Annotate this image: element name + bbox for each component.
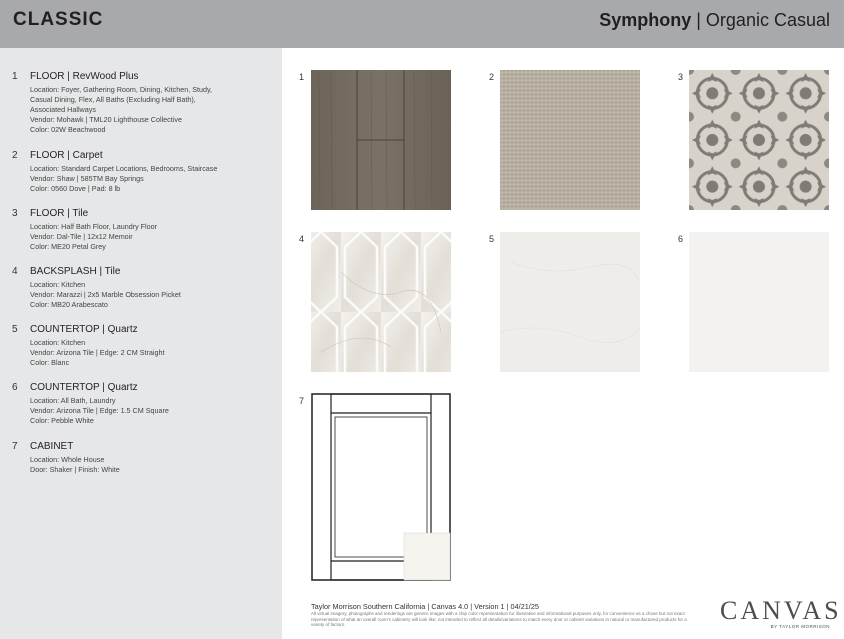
- logo-byline: BY TAYLOR MORRISON: [770, 624, 830, 629]
- item-title: CABINET: [30, 441, 74, 452]
- item-line: Location: Kitchen: [30, 280, 86, 289]
- item-title: COUNTERTOP | Quartz: [30, 382, 138, 393]
- item-number: 2: [12, 150, 18, 161]
- item-line: Casual Dining, Flex, All Baths (Excluding Half Bath),: [30, 95, 196, 104]
- item-line: Vendor: Arizona Tile | Edge: 1.5 CM Square: [30, 406, 169, 415]
- collection-name: Symphony: [599, 10, 692, 30]
- canvas-logo: [720, 596, 842, 636]
- swatch-number: 1: [299, 72, 305, 82]
- brand-title: CLASSIC: [13, 9, 104, 30]
- swatch-number: 3: [678, 72, 684, 82]
- item-title: FLOOR | Tile: [30, 208, 89, 219]
- item-title: FLOOR | RevWood Plus: [30, 71, 139, 82]
- swatch-number: 4: [299, 234, 305, 244]
- swatch-number: 5: [489, 234, 495, 244]
- shaker-cabinet-swatch: [311, 393, 451, 581]
- swatch-number: 7: [299, 396, 305, 406]
- item-line: Vendor: Dal-Tile | 12x12 Memoir: [30, 232, 133, 241]
- item-line: Color: Blanc: [30, 358, 70, 367]
- item-line: Location: Standard Carpet Locations, Bedrooms, Staircase: [30, 164, 218, 173]
- item-line: Location: All Bath, Laundry: [30, 396, 116, 405]
- item-line: Associated Hallways: [30, 105, 96, 114]
- collection-title: [599, 10, 830, 31]
- item-line: Location: Whole House: [30, 455, 105, 464]
- item-title: BACKSPLASH | Tile: [30, 266, 121, 277]
- collection-subtitle: | Organic Casual: [691, 10, 830, 30]
- swatch-number: 6: [678, 234, 684, 244]
- item-line: Color: ME20 Petal Grey: [30, 242, 106, 251]
- item-number: 4: [12, 266, 18, 277]
- wood-floor-swatch: [311, 70, 451, 210]
- item-number: 1: [12, 71, 18, 82]
- quartz-blanc-swatch: [500, 232, 640, 372]
- item-line: Vendor: Shaw | 585TM Bay Springs: [30, 174, 144, 183]
- quartz-pebble-white-swatch: [689, 232, 829, 372]
- item-line: Color: MB20 Arabescato: [30, 300, 108, 309]
- picket-backsplash-swatch: [311, 232, 451, 372]
- item-line: Color: 02W Beachwood: [30, 125, 106, 134]
- footer-title: Taylor Morrison Southern California | Canvas 4.0 | Version 1 | 04/21/25: [311, 602, 539, 611]
- item-number: 7: [12, 441, 18, 452]
- header-bar: [0, 0, 844, 48]
- item-line: Location: Kitchen: [30, 338, 86, 347]
- disclaimer-text: All virtual imagery, photographs and renderings are generic images with a chip color representation for illustrative and informational purposes only, for convenience as a chose but not exact representation of what an overall room's cabinetry will look like; not intended to reflect all details/variations to match every door or cabinet variations in natural or manufactured products for a variety of factors.: [311, 611, 687, 627]
- item-number: 6: [12, 382, 18, 393]
- logo-wordmark: CANVAS: [720, 596, 842, 625]
- item-number: 3: [12, 208, 18, 219]
- item-line: Vendor: Arizona Tile | Edge: 2 CM Straight: [30, 348, 165, 357]
- item-line: Location: Foyer, Gathering Room, Dining, Kitchen, Study,: [30, 85, 213, 94]
- swatch-number: 2: [489, 72, 495, 82]
- item-title: FLOOR | Carpet: [30, 150, 103, 161]
- item-line: Location: Half Bath Floor, Laundry Floor: [30, 222, 158, 231]
- item-line: Vendor: Mohawk | TML20 Lighthouse Collective: [30, 115, 182, 124]
- item-title: COUNTERTOP | Quartz: [30, 324, 138, 335]
- item-line: Color: 0560 Dove | Pad: 8 lb: [30, 184, 121, 193]
- item-line: Color: Pebble White: [30, 416, 94, 425]
- item-number: 5: [12, 324, 18, 335]
- patterned-tile-swatch: [689, 70, 829, 210]
- item-line: Vendor: Marazzi | 2x5 Marble Obsession Picket: [30, 290, 181, 299]
- item-line: Door: Shaker | Finish: White: [30, 465, 120, 474]
- carpet-swatch: [500, 70, 640, 210]
